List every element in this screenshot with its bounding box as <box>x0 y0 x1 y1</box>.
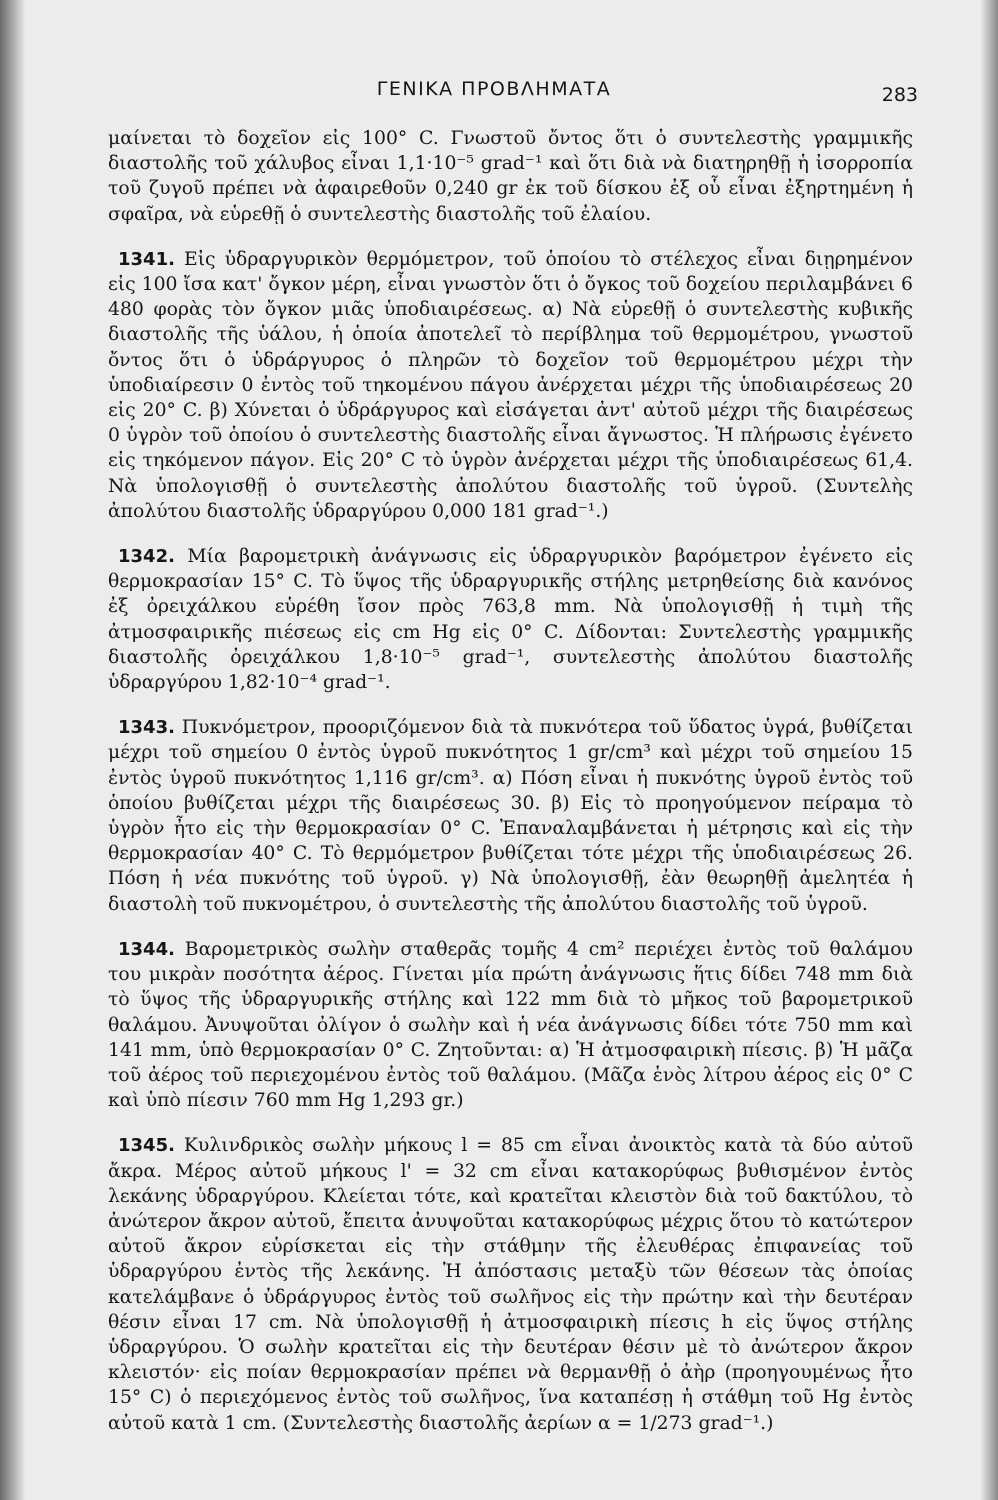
problem-text: Μία βαρομετρικὴ ἀνάγνωσις εἰς ὑδραργυρικὸν βαρόμετρον ἐγένετο εἰς θερμοκρασίαν 15° C. Τὸ ὕψος τῆς ὑδραργυρικῆς στήλης μετρηθείσης διὰ κανόνος ἐξ ὀρειχάλκου εὑρέθη ἴσον πρὸς 763,8 mm. Νὰ ὑπολογισθῇ ἡ τιμὴ τῆς ἀτμοσφαιρικῆς πιέσεως εἰς cm Hg εἰς 0° C. Δίδονται: Συντελεστὴς γραμμικῆς διαστολῆς ὀρειχάλκου 1,8·10⁻⁵ grad⁻¹, συντελεστὴς ἀπολύτου διαστολῆς ὑδραργύρου 1,82·10⁻⁴ grad⁻¹. <box>108 546 913 694</box>
page-number: 283 <box>881 84 918 106</box>
problem-1341 <box>108 247 913 524</box>
problem-text: Βαρομετρικὸς σωλὴν σταθερᾶς τομῆς 4 cm² περιέχει ἐντὸς τοῦ θαλάμου του μικρὰν ποσότητα ἀέρος. Γίνεται μία πρώτη ἀνάγνωσις ἥτις δίδει 748 mm διὰ τὸ ὕψος τῆς ὑδραργυρικῆς στήλης καὶ 122 mm διὰ τὸ μῆκος τοῦ βαρομετρικοῦ θαλάμου. Ἀνυψοῦται ὀλίγον ὁ σωλὴν καὶ ἡ νέα ἀνάγνωσις δίδει τότε 750 mm καὶ 141 mm, ὑπὸ θερμοκρασίαν 0° C. Ζητοῦνται: α) Ἡ ἀτμοσφαιρικὴ πίεσις. β) Ἡ μᾶζα τοῦ ἀέρος τοῦ περιεχομένου ἐντὸς τοῦ θαλάμου. (Μᾶζα ἑνὸς λίτρου ἀέρος εἰς 0° C καὶ ὑπὸ πίεσιν 760 mm Hg 1,293 gr.) <box>108 938 913 1112</box>
problem-1342 <box>108 544 913 695</box>
problem-1343 <box>108 715 913 917</box>
continued-paragraph: μαίνεται τὸ δοχεῖον εἰς 100° C. Γνωστοῦ ὄντος ὅτι ὁ συντελεστὴς γραμμικῆς διαστολῆς τοῦ χάλυβος εἶναι 1,1·10⁻⁵ grad⁻¹ καὶ ὅτι διὰ νὰ διατηρηθῇ ἡ ἰσορροπία τοῦ ζυγοῦ πρέπει νὰ ἀφαιρεθοῦν 0,240 gr ἐκ τοῦ δίσκου ἐξ οὗ εἶναι ἐξηρτημένη ἡ σφαῖρα, νὰ εὑρεθῇ ὁ συντελεστὴς διαστολῆς τοῦ ἐλαίου. <box>108 128 913 225</box>
problem-text: Πυκνόμετρον, προοριζόμενον διὰ τὰ πυκνότερα τοῦ ὕδατος ὑγρά, βυθίζεται μέχρι τοῦ σημείου 0 ἐντὸς ὑγροῦ πυκνότητος 1 gr/cm³ καὶ μέχρι τοῦ σημείου 15 ἐντὸς ὑγροῦ πυκνότητος 1,116 gr/cm³. α) Πόση εἶναι ἡ πυκνότης ὑγροῦ ἐντὸς τοῦ ὁποίου βυθίζεται μέχρι τῆς διαιρέσεως 30. β) Εἰς τὸ προηγούμενον πείραμα τὸ ὑγρὸν ἦτο εἰς τὴν θερμοκρασίαν 0° C. Ἐπαναλαμβάνεται ἡ μέτρησις καὶ εἰς τὴν θερμοκρασίαν 40° C. Τὸ θερμόμετρον βυθίζεται τότε μέχρι τῆς ὑποδιαιρέσεως 26. Πόση ἡ νέα πυκνότης τοῦ ὑγροῦ. γ) Νὰ ὑπολογισθῇ, ἐὰν θεωρηθῇ ἀμελητέα ἡ διαστολὴ τοῦ πυκνομέτρου, ὁ συντελεστὴς τῆς ἀπολύτου διαστολῆς τοῦ ὑγροῦ. <box>108 717 913 915</box>
problem-number: 1342. <box>118 546 175 568</box>
problem-text: Εἰς ὑδραργυρικὸν θερμόμετρον, τοῦ ὁποίου τὸ στέλεχος εἶναι διῃρημένον εἰς 100 ἴσα κατ' ὄγκον μέρη, εἶναι γνωστὸν ὅτι ὁ ὄγκος τοῦ δοχείου περιλαμβάνει 6 480 φορὰς τὸν ὄγκον μιᾶς ὑποδιαιρέσεως. α) Νὰ εὑρεθῇ ὁ συντελεστὴς κυβικῆς διαστολῆς τῆς ὑάλου, ἡ ὁποία ἀποτελεῖ τὸ περίβλημα τοῦ θερμομέτρου, γνωστοῦ ὄντος ὅτι ὁ ὑδράργυρος ὁ πληρῶν τὸ δοχεῖον τοῦ θερμομέτρου μέχρι τὴν ὑποδιαίρεσιν 0 ἐντὸς τοῦ τηκομένου πάγου ἀνέρχεται μέχρι τῆς ὑποδιαιρέσεως 20 εἰς 20° C. β) Χύνεται ὁ ὑδράργυρος καὶ εἰσάγεται ἀντ' αὐτοῦ μέχρι τῆς διαιρέσεως 0 ὑγρὸν τοῦ ὁποίου ὁ συντελεστὴς διαστολῆς εἶναι ἄγνωστος. Ἡ πλήρωσις ἐγένετο εἰς τηκόμενον πάγον. Εἰς 20° C τὸ ὑγρὸν ἀνέρχεται μέχρι τῆς ὑποδιαιρέσεως 61,4. Νὰ ὑπολογισθῇ ὁ συντελεστὴς ἀπολύτου διαστολῆς τοῦ ὑγροῦ. (Συντελὴς ἀπολύτου διαστολῆς ὑδραργύρου 0,000 181 grad⁻¹.) <box>108 248 913 522</box>
problem-text: Κυλινδρικὸς σωλὴν μήκους l = 85 cm εἶναι ἀνοικτὸς κατὰ τὰ δύο αὐτοῦ ἄκρα. Μέρος αὐτοῦ μήκους l' = 32 cm εἶναι κατακορύφως βυθισμένον ἐντὸς λεκάνης ὑδραργύρου. Κλείεται τότε, καὶ κρατεῖται κλειστὸν διὰ τοῦ δακτύλου, τὸ ἀνώτερον ἄκρον αὐτοῦ, ἔπειτα ἀνυψοῦται κατακορύφως μέχρις ὅτου τὸ κατώτερον αὐτοῦ ἄκρον εὑρίσκεται εἰς τὴν στάθμην τῆς ἐλευθέρας ἐπιφανείας τοῦ ὑδραργύρου ἐντὸς τῆς λεκάνης. Ἡ ἀπόστασις μεταξὺ τῶν θέσεων τὰς ὁποίας κατελάμβανε ὁ ὑδράργυρος ἐντὸς τοῦ σωλῆνος εἰς τὴν πρώτην καὶ τὴν δευτέραν θέσιν εἶναι 17 cm. Νὰ ὑπολογισθῇ ἡ ἀτμοσφαιρικὴ πίεσις h εἰς ὕψος στήλης ὑδραργύρου. Ὁ σωλὴν κρατεῖται εἰς τὴν δευτέραν θέσιν μὲ τὸ ἀνώτερον ἄκρον κλειστόν· εἰς ποίαν θερμοκρασίαν πρέπει νὰ θερμανθῇ ὁ ἀὴρ (προηγουμένως ἦτο 15° C) ὁ περιεχόμενος ἐντὸς τοῦ σωλῆνος, ἵνα καταπέσῃ ἡ στάθμη τοῦ Hg ἐντὸς αὐτοῦ κατὰ 1 cm. (Συντελεστὴς διαστολῆς ἀερίων α = 1/273 grad⁻¹.) <box>108 1135 913 1434</box>
problem-1344 <box>108 937 913 1113</box>
binding-shadow <box>0 0 26 1500</box>
problem-number: 1343. <box>118 717 175 739</box>
problem-number: 1345. <box>118 1135 175 1157</box>
running-title: ΓΕΝΙΚΑ ΠΡΟΒΛΗΜΑΤΑ <box>376 78 612 100</box>
page-body <box>108 126 913 1436</box>
page-header <box>70 78 918 108</box>
problem-1345 <box>108 1133 913 1435</box>
problem-number: 1344. <box>118 938 175 960</box>
edge-shadow <box>980 0 998 1500</box>
problem-number: 1341. <box>118 248 175 270</box>
